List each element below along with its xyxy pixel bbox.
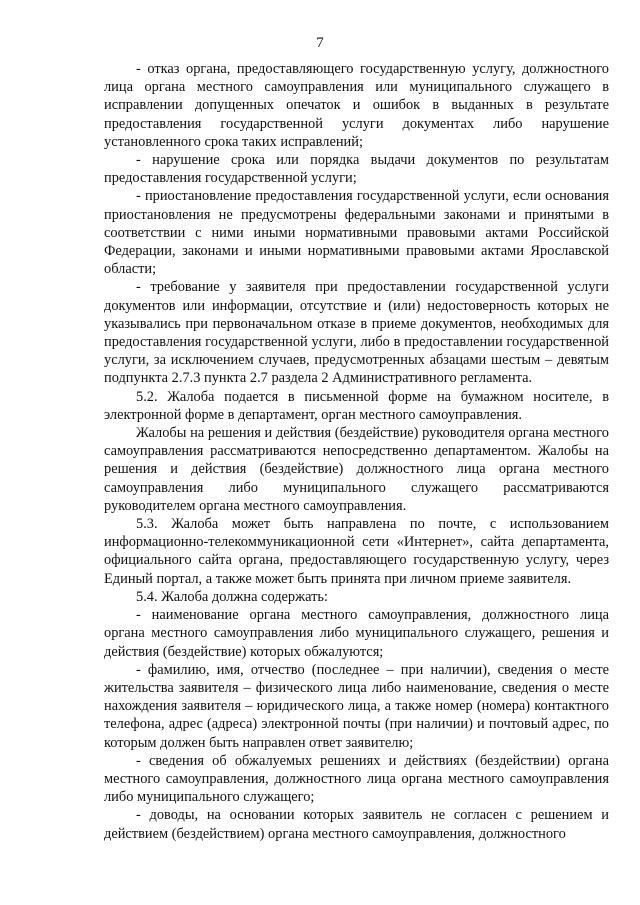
document-body: [104, 60, 609, 843]
paragraph-5-2: 5.2. Жалоба подается в письменной форме на бумажном носителе, в электронной форме в департамент, орган местного самоуправления.: [104, 388, 609, 423]
paragraph-5-3: 5.3. Жалоба может быть направлена по почте, с использованием информационно-телекоммуникационной сети «Интернет», сайта департамента, официального сайта органа, предоставляющего государственную услугу, через Единый портал, а также может быть принята при личном приеме заявителя.: [104, 516, 609, 587]
paragraph-refusal-corrections: - отказ органа, предоставляющего государственную услугу, должностного лица органа местного самоуправления или муниципального служащего в исправлении допущенных опечаток и ошибок в выданных в результате предоставления государственной услуги документах либо нарушение установленного срока таких исправлений;: [104, 61, 609, 150]
paragraph-applicant-details: - фамилию, имя, отчество (последнее – при наличии), сведения о месте жительства заявителя – физического лица либо наименование, сведения о месте нахождения заявителя – юридического лица, а также номер (номера) контактного телефона, адрес (адреса) электронной почты (при наличии) и почтовый адрес, по которым должен быть направлен ответ заявителю;: [104, 661, 609, 751]
paragraph-deadline-violation: - нарушение срока или порядка выдачи документов по результатам предоставления государственной услуги;: [104, 152, 609, 187]
paragraph-5-4: 5.4. Жалоба должна содержать:: [136, 588, 328, 605]
paragraph-body-name: - наименование органа местного самоуправления, должностного лица органа местного самоуправления либо муниципального служащего, решения и действия (бездействие) которых обжалуются;: [104, 607, 609, 660]
page-number: 7: [316, 35, 324, 51]
paragraph-suspension: - приостановление предоставления государственной услуги, если основания приостановления не предусмотрены федеральными законами и принятыми в соответствии с ними иными нормативными правовыми актами Российской Федерации, законами и иными нормативными правовыми актами Ярославской области;: [104, 188, 609, 278]
paragraph-arguments: - доводы, на основании которых заявитель не согласен с решением и действием (бездействием) органа местного самоуправления, должностного: [104, 807, 609, 842]
paragraph-document-requirement: - требование у заявителя при предоставлении государственной услуги документов или информации, отсутствие и (или) недостоверность которых не указывались при первоначальном отказе в приеме документов, необходимых для предоставления государственной услуги, либо в предоставлении государственной услуги, за исключением случаев, предусмотренных абзацами шестым – девятым подпункта 2.7.3 пункта 2.7 раздела 2 Административного регламента.: [104, 279, 609, 387]
paragraph-appealed-decisions: - сведения об обжалуемых решениях и действиях (бездействии) органа местного самоуправления, должностного лица органа местного самоуправления либо муниципального служащего;: [104, 752, 609, 806]
paragraph-complaints-head: Жалобы на решения и действия (бездействие) руководителя органа местного самоуправления рассматриваются непосредственно департаментом. Жалобы на решения и действия (бездействие) должностного лица органа местного самоуправления либо муниципального служащего рассматриваются руководителем органа местного самоуправления.: [104, 425, 609, 514]
